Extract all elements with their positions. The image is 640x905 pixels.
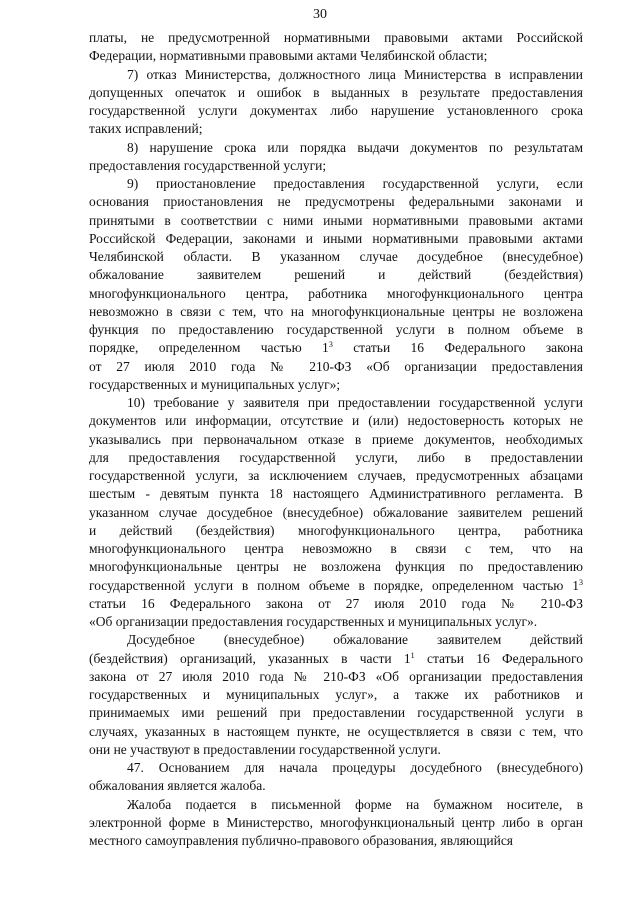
text-line: многофункционального центра невозможно в связи с тем, что на: [89, 541, 583, 556]
text-line: государственной услуги документах либо нарушение установленного срока: [89, 103, 583, 118]
text-line: Федерации, нормативными правовыми актами Челябинской области;: [89, 48, 488, 64]
text-line: многофункциональные центры не возложена функция по предоставлению: [89, 559, 583, 575]
text-line: государственной услуги, за исключением случаев, предусмотренных абзацами: [89, 468, 583, 483]
text-line: 7) отказ Министерства, должностного лица Министерства в исправлении: [127, 66, 583, 82]
text-line: принятыми в соответствии с ними иными нормативными правовыми актами: [89, 212, 583, 228]
text-line: функция по предоставлению государственной услуги в полном объеме в: [89, 322, 583, 337]
text-line: предоставления государственной услуги;: [89, 157, 327, 173]
text-line: 47. Основанием для начала процедуры досудебного (внесудебного): [127, 760, 583, 775]
text-line: 9) приостановление предоставления государственной услуги, если: [127, 176, 583, 191]
paragraph: [89, 139, 583, 176]
text-line: государственной услуги в полном объеме в порядке, определенном частью $1^3$: [89, 577, 583, 593]
text-line: указанном случае досудебное (внесудебное) обжалование заявителем решений: [89, 504, 583, 520]
text-line: указывались при первоначальном отказе в приеме документов, необходимых: [89, 431, 583, 447]
text-line: порядке, определенном частью $1^3$ статьи 16 Федерального закона: [89, 340, 583, 356]
text-line: электронной форме в Министерство, многофункциональный центр либо в орган: [89, 814, 583, 830]
text-line: обжалование заявителем решений и действий (бездействия): [89, 267, 583, 283]
page-number: 30: [313, 7, 327, 22]
text-line: случаях, указанных в настоящем пункте, не осуществляется в связи с тем, что: [89, 723, 583, 739]
text-line: (бездействия) организаций, указанных в части $1^1$ статьи 16 Федерального: [89, 650, 584, 666]
text-line: основания приостановления не предусмотрены федеральными законами и: [89, 194, 583, 210]
text-line: обжалования является жалоба.: [89, 778, 266, 794]
text-line: Жалоба подается в письменной форме на бумажном носителе, в: [127, 796, 583, 812]
text-line: многофункционального центра, работника многофункционального центра: [89, 285, 583, 301]
text-line: для предоставления государственной услуги, либо в предоставлении: [89, 449, 583, 465]
text-line: невозможно в связи с тем, что на многофункциональные центры не возложена: [89, 303, 583, 319]
text-line: «Об организации предоставления государственных и муниципальных услуг».: [89, 614, 538, 629]
text-line: и действий (бездействия) многофункционального центра, работника: [89, 522, 583, 538]
text-line: статьи 16 Федерального закона от 27 июля 2010 года № 210-ФЗ: [89, 595, 583, 611]
text-line: Досудебное (внесудебное) обжалование заявителем действий: [127, 632, 583, 648]
paragraph: [89, 394, 583, 631]
paragraph: [89, 759, 583, 796]
text-line: государственных и муниципальных услуг»;: [89, 376, 341, 392]
paragraph: [89, 175, 583, 394]
paragraph: [89, 631, 583, 759]
paragraph: [89, 796, 583, 851]
text-line: местного самоуправления публично-правового образования, являющийся: [89, 833, 514, 848]
text-line: 8) нарушение срока или порядка выдачи документов по результатам: [127, 139, 583, 155]
text-line: платы, не предусмотренной нормативными правовыми актами Российской: [89, 30, 583, 45]
paragraph: [89, 29, 583, 66]
text-line: принимаемых ими решений при предоставлении государственной услуги в: [89, 705, 583, 721]
text-line: государственных и муниципальных услуг», а также их работников и: [89, 687, 583, 702]
text-line: шестым - девятым пункта 18 настоящего Административного регламента. В: [89, 486, 583, 502]
text-line: Челябинской области. В указанном случае досудебное (внесудебное): [89, 249, 583, 264]
text-line: 10) требование у заявителя при предоставлении государственной услуги: [127, 395, 583, 410]
text-line: закона от 27 июля 2010 года № 210-ФЗ «Об организации предоставления: [89, 668, 583, 684]
document-body: [89, 29, 583, 850]
text-line: они не участвуют в предоставлении государственной услуги.: [89, 741, 441, 757]
text-line: таких исправлений;: [89, 121, 203, 137]
text-line: документов или информации, отсутствие и (или) недостоверность которых не: [89, 413, 583, 429]
text-line: Российской Федерации, законами и иными нормативными правовыми актами: [89, 230, 583, 246]
text-line: допущенных опечаток и ошибок в выданных в результате предоставления: [89, 84, 583, 100]
paragraph: [89, 66, 583, 139]
text-line: от 27 июля 2010 года № 210-ФЗ «Об организации предоставления: [89, 358, 583, 374]
